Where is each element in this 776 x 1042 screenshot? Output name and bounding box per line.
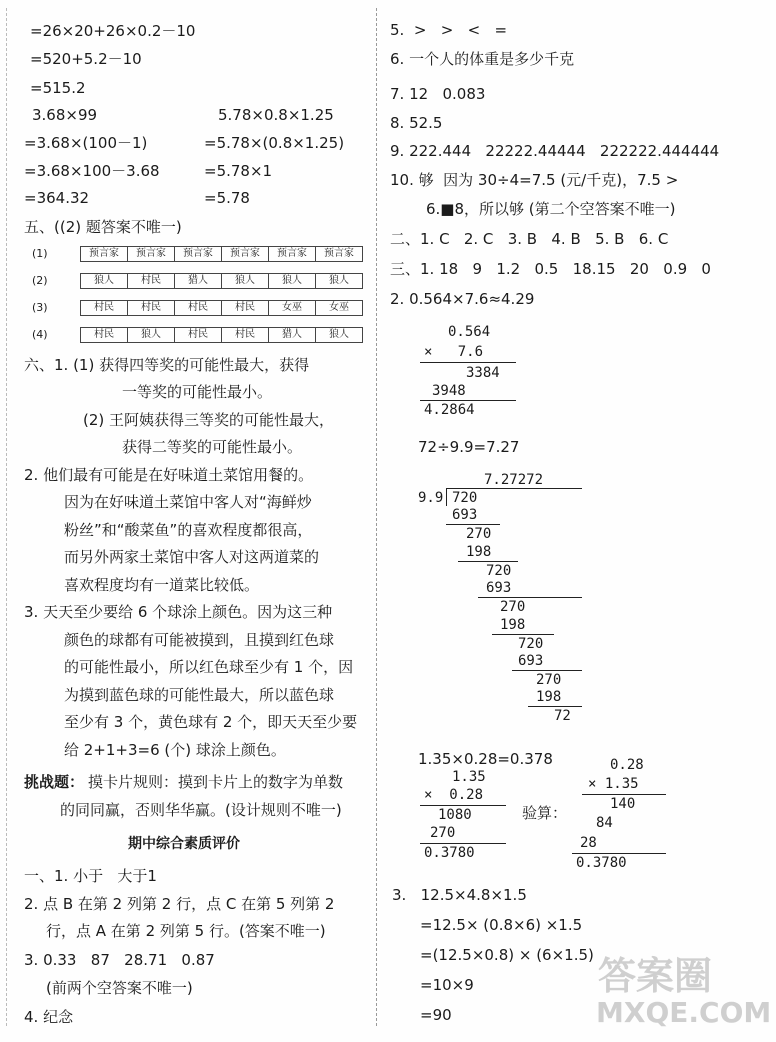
role-cell: 预言家 (81, 247, 128, 262)
role-cell: 女巫 (316, 301, 363, 316)
role-cell: 预言家 (222, 247, 269, 262)
table-row-label: (4) (32, 328, 48, 341)
divisor: 9.9 (418, 490, 444, 506)
division-step: 270 (466, 526, 492, 542)
vertical-calc-row: 3948 (432, 383, 466, 399)
calc-line: =5.78 (204, 189, 250, 207)
watermark-url: MXQE.COM (596, 996, 772, 1029)
section-title: 期中综合素质评价 (128, 836, 240, 852)
answer-line: 一等奖的可能性最小。 (122, 383, 273, 401)
vertical-calc-row: 84 (596, 815, 613, 831)
check-label: 验算： (522, 804, 568, 822)
role-cell: 村民 (175, 328, 222, 343)
answer-line: 六、1. (1) 获得四等奖的可能性最大，获得 (24, 356, 310, 374)
column-divider (376, 8, 377, 1026)
calc-line: =26×20+26×0.2－10 (30, 22, 196, 40)
answer-line: 5. > > < = (390, 21, 508, 39)
division-step: 693 (486, 580, 512, 596)
role-cell: 村民 (222, 301, 269, 316)
answer-line: =90 (420, 1006, 452, 1024)
division-step: 720 (486, 563, 512, 579)
answer-line: 行，点 A 在第 2 列第 5 行。(答案不唯一) (46, 922, 326, 940)
vertical-calc-row: 1080 (438, 807, 472, 823)
division-step: 270 (500, 599, 526, 615)
role-cell: 猎人 (175, 274, 222, 289)
division-step: 270 (536, 672, 562, 688)
vertical-calc-row: 0.28 (610, 757, 644, 773)
answer-line: 的同同赢，否则华华赢。(设计规则不唯一) (60, 801, 342, 819)
calc-rule (420, 362, 516, 363)
vertical-calc-row: 3384 (466, 365, 500, 381)
role-cell: 村民 (81, 301, 128, 316)
calc-rule (478, 597, 582, 598)
role-cell: 村民 (128, 274, 175, 289)
answer-line: 三、1. 18 9 1.2 0.5 18.15 20 0.9 0 (390, 260, 711, 278)
vertical-calc-row: 4.2864 (424, 402, 475, 418)
calc-rule (458, 561, 518, 562)
calc-rule (420, 400, 516, 401)
answer-line: 给 2+1+3=6 (个) 球涂上颜色。 (64, 741, 286, 759)
calc-rule (446, 524, 500, 525)
calc-line: =515.2 (30, 79, 86, 97)
role-cell: 狼人 (81, 274, 128, 289)
calc-line: 3.68×99 (32, 106, 98, 124)
calc-rule (420, 805, 506, 806)
role-row (80, 246, 363, 262)
answer-line: 粉丝”和“酸菜鱼”的喜欢程度都很高， (64, 521, 313, 539)
answer-line: 至少有 3 个，黄色球有 2 个，即天天至少要 (64, 713, 358, 731)
quotient: 7.27272 (484, 472, 544, 488)
role-cell: 村民 (128, 301, 175, 316)
calc-rule (420, 843, 506, 844)
dividend: 720 (452, 490, 478, 506)
answer-line: 6.■8，所以够 (第二个空答案不唯一) (426, 200, 676, 218)
role-cell: 预言家 (128, 247, 175, 262)
division-step: 693 (452, 507, 478, 523)
vertical-calc-row: 0.564 (448, 324, 491, 340)
answer-line: 3. 0.33 87 28.71 0.87 (24, 951, 215, 969)
answer-line: 二、1. C 2. C 3. B 4. B 5. B 6. C (390, 230, 669, 248)
answer-line: 的可能性最小，所以红色球至少有 1 个，因 (64, 658, 354, 676)
answer-line: 8. 52.5 (390, 114, 443, 132)
role-cell: 预言家 (175, 247, 222, 262)
vertical-calc-row: 0.3780 (576, 855, 627, 871)
section-heading: 五、((2) 题答案不唯一) (24, 218, 182, 236)
answer-line: 9. 222.444 22222.44444 222222.444444 (390, 142, 720, 160)
division-bar (446, 488, 582, 489)
role-cell: 女巫 (269, 301, 316, 316)
role-cell: 预言家 (316, 247, 363, 262)
answer-line: 颜色的球都有可能被摸到，且摸到红色球 (64, 631, 335, 649)
answer-line: 摸卡片规则：摸到卡片上的数字为单数 (88, 773, 344, 791)
role-row (80, 327, 363, 343)
calc-rule (512, 670, 582, 671)
role-cell: 狼人 (269, 274, 316, 289)
table-row-label: (1) (32, 247, 48, 260)
answer-line: 72÷9.9=7.27 (418, 438, 520, 456)
role-cell: 猎人 (269, 328, 316, 343)
role-cell: 预言家 (269, 247, 316, 262)
answer-line: =12.5× (0.8×6) ×1.5 (420, 916, 583, 934)
division-bracket (446, 488, 447, 506)
vertical-calc-row: 140 (610, 796, 636, 812)
vertical-calc-row: 0.3780 (424, 845, 475, 861)
answer-line: 获得二等奖的可能性最小。 (122, 438, 303, 456)
calc-rule (582, 794, 666, 795)
answer-line: 2. 0.564×7.6≈4.29 (390, 290, 535, 308)
division-step: 720 (518, 636, 544, 652)
answer-line: =(12.5×0.8) × (6×1.5) (420, 946, 594, 964)
watermark-logo: 答案圈 (598, 954, 713, 998)
calc-line: =5.78×1 (204, 162, 273, 180)
answer-line: 喜欢程度均有一道菜比较低。 (64, 576, 260, 594)
division-step: 198 (466, 544, 492, 560)
calc-rule (492, 634, 554, 635)
challenge-label: 挑战题： (24, 773, 85, 791)
table-row-label: (3) (32, 301, 48, 314)
answer-line: 而另外两家土菜馆中客人对这两道菜的 (64, 548, 320, 566)
division-step: 198 (500, 617, 526, 633)
answer-line: (2) 王阿姨获得三等奖的可能性最大， (83, 411, 335, 429)
division-step: 693 (518, 653, 544, 669)
role-cell: 狼人 (316, 274, 363, 289)
answer-line: 10. 够 因为 30÷4=7.5 (元/千克)，7.5 > (390, 171, 679, 189)
answer-line: 一、1. 小于 大于1 (24, 867, 157, 885)
vertical-calc-row: × 0.28 (424, 787, 484, 803)
division-step: 72 (554, 708, 571, 724)
vertical-calc-row: 28 (580, 835, 597, 851)
role-cell: 村民 (175, 301, 222, 316)
answer-line: 1.35×0.28=0.378 (418, 750, 553, 768)
calc-line: =3.68×100－3.68 (24, 162, 160, 180)
answer-line: 3. 12.5×4.8×1.5 (392, 886, 527, 904)
vertical-calc-row: × 1.35 (588, 776, 639, 792)
role-cell: 狼人 (316, 328, 363, 343)
answer-line: 2. 他们最有可能是在好味道土菜馆用餐的。 (24, 466, 314, 484)
table-row-label: (2) (32, 274, 48, 287)
vertical-calc-row: 270 (430, 825, 456, 841)
answer-line: 3. 天天至少要给 6 个球涂上颜色。因为这三种 (24, 603, 333, 621)
vertical-calc-row: 1.35 (452, 769, 486, 785)
role-cell: 村民 (222, 328, 269, 343)
role-cell: 狼人 (128, 328, 175, 343)
calc-line: =520+5.2－10 (30, 50, 142, 68)
calc-line: =3.68×(100－1) (24, 134, 148, 152)
role-row (80, 273, 363, 289)
answer-line: 4. 纪念 (24, 1008, 74, 1026)
answer-line: 因为在好味道土菜馆中客人对“海鲜炒 (64, 493, 312, 511)
calc-line: =5.78×(0.8×1.25) (204, 134, 345, 152)
calc-rule (572, 853, 666, 854)
answer-line: 7. 12 0.083 (390, 85, 486, 103)
division-step: 198 (536, 689, 562, 705)
calc-line: =364.32 (24, 189, 90, 207)
left-margin-line (6, 8, 7, 1026)
answer-line: 6. 一个人的体重是多少千克 (390, 50, 575, 68)
vertical-calc-row: × 7.6 (424, 344, 484, 360)
role-row (80, 300, 363, 316)
answer-line: =10×9 (420, 976, 474, 994)
answer-line: 为摸到蓝色球的可能性最大，所以蓝色球 (64, 686, 335, 704)
role-cell: 狼人 (222, 274, 269, 289)
role-cell: 村民 (81, 328, 128, 343)
calc-line: 5.78×0.8×1.25 (218, 106, 334, 124)
answer-line: 2. 点 B 在第 2 列第 2 行，点 C 在第 5 列第 2 (24, 895, 335, 913)
calc-rule (528, 706, 582, 707)
answer-line: (前两个空答案不唯一) (46, 979, 193, 997)
